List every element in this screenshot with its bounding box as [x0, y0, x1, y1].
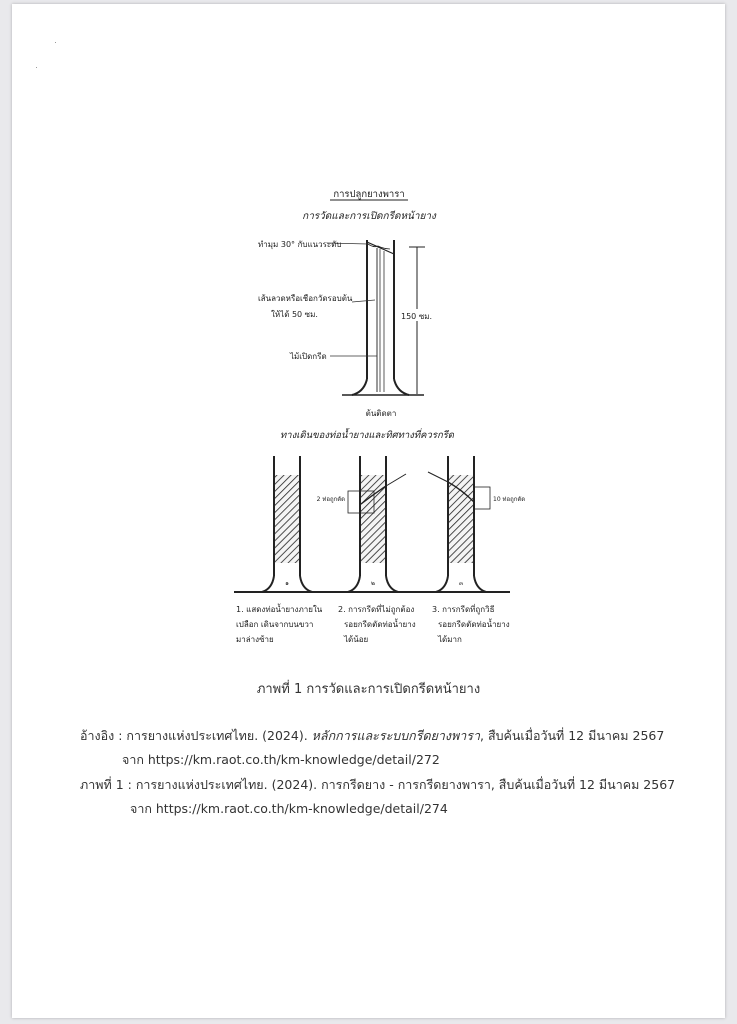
reference-2: ภาพที่ 1 : การยางแห่งประเทศไทย. (2024). การกรีดยาง - การกรีดยางพารา, สืบค้นเมื่อวันที่ 12 มีนาคม 2567 — [80, 777, 676, 792]
tree-1-base-right — [300, 576, 312, 592]
tree-2-base-left — [348, 576, 360, 592]
caption-3-line-2: รอยกรีดตัดท่อน้ำยาง — [438, 620, 510, 629]
tree-3-base-left — [436, 576, 448, 592]
tapping-figure — [12, 4, 725, 704]
figure-title-2: ทางเดินของท่อน้ำยางและทิศทางที่ควรกรีด — [280, 430, 454, 441]
tree-2-number: ๒ — [371, 580, 375, 587]
top-tree-diagram — [258, 240, 434, 418]
caption-2-line-1: 2. การกรีดที่ไม่ถูกต้อง — [338, 605, 415, 614]
label-angle: ทำมุม 30° กับแนวระดับ — [258, 240, 342, 249]
tree-3-box-label: 10 ท่อถูกตัด — [493, 496, 526, 503]
figure-header: การปลูกยางพารา — [333, 189, 405, 200]
tree-3-number: ๓ — [458, 580, 464, 587]
caption-2-line-3: ได้น้อย — [344, 635, 369, 644]
caption-1-line-2: เปลือก เดินจากบนขวา — [236, 620, 314, 629]
tree-2-box-label: 2 ท่อถูกตัด — [316, 496, 345, 503]
tree-1 — [262, 456, 312, 592]
reference-2-url[interactable]: จาก https://km.raot.co.th/km-knowledge/detail/274 — [130, 801, 448, 816]
tree-1-base-left — [262, 576, 274, 592]
tree-3-detail-box — [474, 487, 490, 509]
figure-drawing — [12, 4, 725, 704]
caption-3-line-3: ได้มาก — [438, 635, 462, 644]
caption-3-line-1: 3. การกรีดที่ถูกวิธี — [432, 605, 495, 614]
tree-2 — [317, 456, 406, 592]
latex-vessel-hatch-1 — [274, 475, 300, 563]
tapping-cut-detail — [368, 244, 390, 249]
reference-1-url[interactable]: จาก https://km.raot.co.th/km-knowledge/detail/272 — [122, 752, 440, 767]
latex-vessel-hatch-3 — [448, 475, 474, 563]
label-graft: ต้นติดตา — [365, 409, 397, 418]
caption-1-line-3: มาล่างซ้าย — [236, 635, 274, 644]
tree-3-arrow — [428, 472, 448, 482]
label-stick: ไม้เปิดกรีด — [290, 352, 327, 361]
tree-3-base-right — [474, 576, 486, 592]
trunk-base-right — [394, 379, 409, 395]
tapping-cut-line — [367, 242, 394, 254]
document-page — [12, 4, 725, 1018]
figure-title-1: การวัดและการเปิดกรีดหน้ายาง — [302, 211, 436, 222]
label-height: 150 ซม. — [401, 312, 433, 321]
figure-caption: ภาพที่ 1 การวัดและการเปิดกรีดหน้ายาง — [256, 682, 481, 697]
tree-2-arrow — [386, 474, 406, 486]
tree-3 — [428, 456, 525, 592]
bottom-trees-diagram — [234, 456, 525, 644]
reference-1-suffix: , สืบค้นเมื่อวันที่ 12 มีนาคม 2567 — [480, 728, 665, 743]
caption-1-line-1: 1. แสดงท่อน้ำยางภายใน — [236, 605, 323, 614]
caption-2-line-2: รอยกรีดตัดท่อน้ำยาง — [344, 620, 416, 629]
trunk-base-left — [352, 379, 367, 395]
reference-1-title: หลักการและระบบกรีดยางพารา — [311, 728, 481, 743]
label-wire-1: เส้นลวดหรือเชือกวัดรอบต้น — [258, 294, 353, 303]
tree-1-number: ๑ — [285, 580, 289, 587]
reference-1 — [80, 726, 664, 746]
label-wire-2: ให้ได้ 50 ซม. — [271, 310, 318, 319]
reference-1-prefix: อ้างอิง : การยางแห่งประเทศไทย. (2024). — [80, 728, 312, 743]
tree-2-base-right — [386, 576, 398, 592]
wire-leader — [352, 300, 375, 302]
